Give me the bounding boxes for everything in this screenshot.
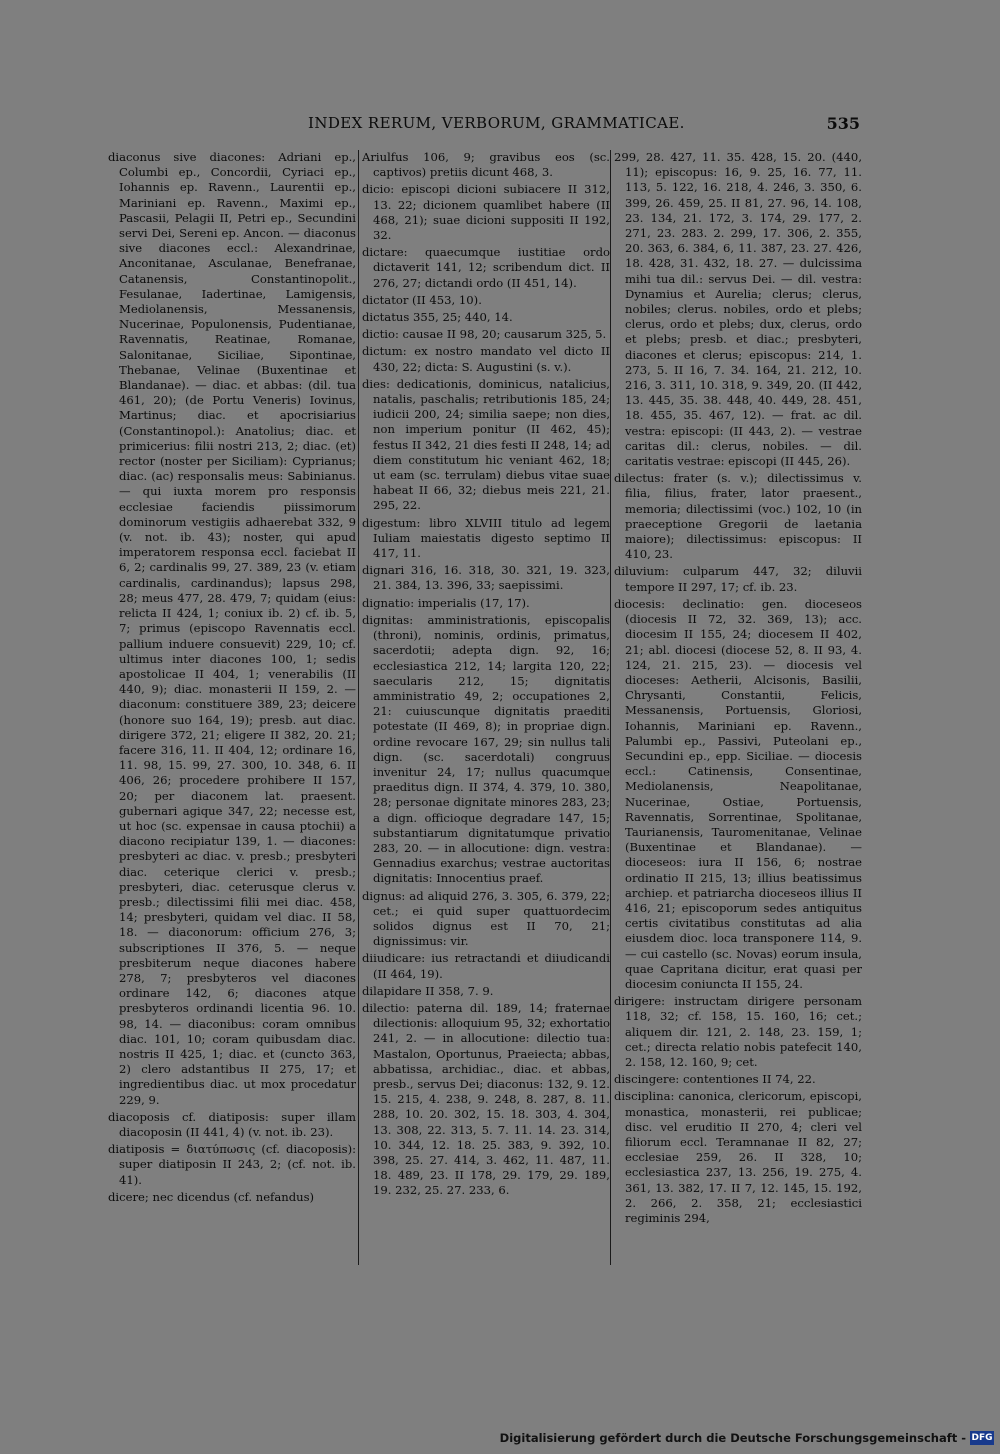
index-entry: digestum: libro XLVIII titulo ad legem Iuliam maiestatis digesto septimo II 417, 11. [362, 515, 610, 561]
index-entry: dictatus 355, 25; 440, 14. [362, 310, 513, 325]
index-entry: dicere; nec dicendus (cf. nefandus) [108, 1189, 315, 1204]
index-entry: diluvium: culparum 447, 32; diluvii tempore II 297, 17; cf. ib. 23. [614, 564, 862, 594]
column-1 [108, 150, 356, 1280]
index-entry: dirigere: instructam dirigere personam 118, 32; cf. 158, 15. 160, 16; cet.; aliquem dir. 121, 2. 148, 23. 159, 1; cet.; directa relatio nobis patefecit 140, 2. 158, 12. 160, 9; cet. [614, 994, 862, 1069]
index-entry: diacoposis cf. diatiposis: super illam diacoposin (II 441, 4) (v. not. ib. 23). [108, 1109, 356, 1139]
page-number: 535 [826, 114, 860, 133]
index-entry: discingere: contentiones II 74, 22. [614, 1072, 816, 1087]
index-entry: diatiposis = διατύπωσις (cf. diacoposis): super diatiposin II 243, 2; (cf. not. ib. 41). [108, 1142, 356, 1187]
column-divider [610, 150, 611, 1265]
page-header [108, 114, 860, 138]
index-entry: dictum: ex nostro mandato vel dicto II 430, 22; dicta: S. Augustini (s. v.). [362, 344, 610, 374]
dfg-logo: DFG [971, 1433, 993, 1443]
index-entry: dilectio: paterna dil. 189, 14; fraternae dilectionis: alloquium 95, 32; exhortatio 241, 2. — in allocutione: dilectio tua: Mastalon, Oportunus, Praeiecta; abbas, abbatissa, archidiac., diac. et abbas, presb., servus Dei; diaconus: 132, 9. 12. 15. 215, 4. 238, 9. 248, 8. 287, 8. 11. 288, 10. 20. 302, 15. 18. 303, 4. 304, 13. 308, 22. 313, 5. 7. 11. 14. 23. 314, 10. 344, 12. 18. 25. 383, 9. 392, 10. 398, 25. 27. 414, 3. 462, 11. 487, 11. 18. 489, 23. II 178, 29. 179, 29. 189, 19. 232, 25. 27. 233, 6. [362, 1000, 610, 1198]
index-entry: dicio: episcopi dicioni subiacere II 312, 13. 22; dicionem quamlibet habere (II 468, 21); suae dicioni suppositi II 192, 32. [362, 182, 610, 243]
index-entry: dies: dedicationis, dominicus, natalicius, natalis, paschalis; retributionis 185, 24; iudicii 200, 24; similia saepe; non dies, non imperium ponitur (II 462, 45); festus II 342, 21 dies festi II 248, 14; ad diem constitutum hic veniant 462, 18; ut eam (sc. terrulam) diebus vitae suae habeat II 66, 32; diebus meis 221, 21. 295, 22. [362, 376, 610, 513]
credit-text: Digitalisierung gefördert durch die Deutsche Forschungsgemeinschaft - [499, 1431, 966, 1445]
index-entry: dignitas: amministrationis, episcopalis (throni), nominis, ordinis, primatus, sacerdotii; adepta dign. 92, 16; ecclesiastica 212, 14; largita 120, 22; saecularis 212, 15; dignitatis amministratio 49, 2; occupationes 2, 21: cuiuscunque dignitatis praediti potestate (II 469, 8); in propriae dign. ordine revocare 167, 29; sin nullus tali dign. (sc. sacerdotali) congruus invenitur 24, 17; nullus quacumque praeditus dign. II 374, 4. 379, 10. 380, 28; personae dignitate minores 283, 23; a dign. officioque degradare 147, 15; substantiarum dignitatumque privatio 283, 20. — in allocutione: dign. vestra: Gennadius exarchus; vestrae auctoritas dignitatis: Innocentius praef. [362, 612, 610, 886]
index-entry: diaconus sive diacones: Adriani ep., Columbi ep., Concordii, Cyriaci ep., Iohannis ep. Ravenn., Laurentii ep., Mariniani ep. Ravenn., Maximi ep., Pascasii, Pelagii II, Petri ep., Secundini servi Dei, Sereni ep. Ancon. — diaconus sive diacones eccl.: Alexandrinae, Anconitanae, Asculanae, Benefranae, Catanensis, Constantinopolit., Fesulanae, Iadertinae, Lamigensis, Mediolanensis, Messanensis, Nucerinae, Populonensis, Pudentianae, Ravennatis, Reatinae, Romanae, Salonitanae, Siciliae, Sipontinae, Thebanae, Velinae (Buxentinae et Blandanae). — diac. et abbas: (dil. tua 461, 20); (de Portu Veneris) Iovinus, Martinus; diac. et apocrisiarius (Constantinopol.): Anatolius; diac. et primicerius: filii nostri 213, 2; diac. (et) rector (noster per Siciliam): Cyprianus; diac. (ac) responsalis meus: Sabinianus. — qui iuxta morem pro responsis ecclesiae faciendis piissimorum dominorum vestigiis adhaerebat 332, 9 (v. not. ib. 43); noster, qui apud imperatorem responsa eccl. faciebat II 6, 2; cardinalis 99, 27. 389, 23 (v. etiam cardinalis, cardinandus); lapsus 298, 28; meus 477, 28. 479, 7; quidam (eius: relicta II 424, 1; coniux ib. 2) cf. ib. 5, 7; primus (episcopo Ravennatis eccl. pallium induere consuevit) 229, 10; cf. ultimus inter diacones 100, 1; sedis apostolicae II 404, 1; venerabilis (II 440, 9); diac. monasterii II 159, 2. — diaconum: constituere 389, 23; deicere (honore suo 164, 19); presb. aut diac. dirigere 372, 21; eligere II 382, 20. 21; facere 316, 11. II 404, 12; ordinare 16, 11. 98, 15. 99, 27. 300, 10. 348, 6. II 406, 26; procedere prohibere II 157, 20; per diaconem lat. praesent. gubernari agique 347, 22; necesse est, ut hoc (sc. expensae in causa ptochii) a diacono recipiatur 139, 1. — diacones: presbyteri ac diac. v. presb.; presbyteri diac. ceterique clerici v. presb.; presbyteri, diac. ceterusque clerus v. presb.; dilectissimi filii mei diac. 458, 14; presbyteri, quidam vel diac. II 58, 18. — diaconorum: officium 276, 3; subscriptiones II 376, 5. — neque presbiterum neque diacones habere 278, 7; presbyteros vel diacones ordinare 142, 6; diacones atque presbyteros ordinandi licentia 96. 10. 98, 14. — diaconibus: coram omnibus diac. 101, 10; coram quibusdam diac. nostris II 425, 1; diac. et (cuncto 363, 2) clero adstantibus II 275, 17; et ingredientibus diac. ut mox procedatur 229, 9. [108, 150, 356, 1107]
index-entry: dictare: quaecumque iustitiae ordo dictaverit 141, 12; scribendum dict. II 276, 27; dictandi ordo (II 451, 14). [362, 245, 610, 290]
index-entry: dictio: causae II 98, 20; causarum 325, 5. [362, 327, 607, 342]
index-entry: Ariulfus 106, 9; gravibus eos (sc. captivos) pretiis dicunt 468, 3. [362, 150, 610, 180]
index-entry: dictator (II 453, 10). [362, 292, 482, 307]
index-entry: dignatio: imperialis (17, 17). [362, 595, 530, 610]
column-2 [362, 150, 610, 1280]
digitization-credit [500, 1430, 994, 1446]
column-divider [358, 150, 359, 1265]
running-head: INDEX RERUM, VERBORUM, GRAMMATICAE. [308, 114, 685, 132]
index-entry: diiudicare: ius retractandi et diiudicandi (II 464, 19). [362, 951, 610, 981]
index-entry: dilectus: frater (s. v.); dilectissimus v. filia, filius, frater, lator praesent., memoria; dilectissimi (voc.) 102, 10 (in praeceptione Gregorii de laetania maiore); dilectissimus: episcopus: II 410, 23. [614, 471, 862, 562]
index-entry: dilapidare II 358, 7. 9. [362, 983, 494, 998]
index-entry: dignus: ad aliquid 276, 3. 305, 6. 379, 22; cet.; ei quid super quattuordecim solidos dignus est II 70, 21; dignissimus: vir. [362, 888, 610, 949]
index-entry: dignari 316, 16. 318, 30. 321, 19. 323, 21. 384, 13. 396, 33; saepissimi. [362, 563, 610, 593]
index-entry: disciplina: canonica, clericorum, episcopi, monastica, monasterii, rei publicae; disc. vel eruditio II 270, 4; cleri vel filiorum eccl. Teramnanae II 82, 27; ecclesiae 259, 26. II 328, 10; ecclesiastica 237, 13. 256, 19. 275, 4. 361, 13. 382, 17. II 7, 12. 145, 15. 192, 2. 266, 2. 358, 21; ecclesiastici regiminis 294, [614, 1089, 862, 1226]
index-columns [108, 150, 860, 1280]
column-3 [614, 150, 862, 1280]
index-entry: 299, 28. 427, 11. 35. 428, 15. 20. (440, 11); episcopus: 16, 9. 25, 16. 77, 11. 113, 5. 122, 16. 218, 4. 246, 3. 350, 6. 399, 26. 459, 25. II 81, 27. 96, 14. 108, 23. 134, 21. 172, 3. 174, 29. 177, 2. 271, 23. 283. 2. 299, 17. 306, 2. 355, 20. 363, 6. 384, 6, 11. 387, 23. 27. 426, 18. 428, 31. 432, 18. 27. — dulcissima mihi tua dil.: servus Dei. — dil. vestra: Dynamius et Aurelia; clerus; clerus, nobiles; clerus. nobiles, ordo et plebs; clerus, ordo et plebs; dux, clerus, ordo et plebs; presb. et diac.; presbyteri, diacones et clerus; episcopus: 214, 1. 273, 5. II 16, 7. 34. 164, 21. 212, 10. 216, 3. 311, 10. 318, 9. 349, 20. (II 442, 13. 445, 35. 38. 448, 40. 449, 28. 451, 18. 455, 35. 467, 12). — frat. ac dil. vestra: episcopi: (II 443, 2). — vestrae caritas dil.: clerus, nobiles. — dil. caritatis vestrae: episcopi (II 445, 26). [614, 150, 862, 469]
index-entry: diocesis: declinatio: gen. dioceseos (diocesis II 72, 32. 369, 13); acc. diocesim II 155, 24; diocesem II 402, 21; abl. diocesi (diocese 52, 8. II 93, 4. 124, 21. 215, 23). — diocesis vel dioceses: Aetherii, Alcisonis, Basilii, Chrysanti, Constantii, Felicis, Messanensis, Portuensis, Gloriosi, Iohannis, Mariniani ep. Ravenn., Palumbi ep., Passivi, Puteolani ep., Secundini ep., epp. Siciliae. — diocesis eccl.: Catinensis, Consentinae, Mediolanensis, Neapolitanae, Nucerinae, Ostiae, Portuensis, Ravennatis, Sorrentinae, Spolitanae, Taurianensis, Tauromenitanae, Velinae (Buxentinae et Blandanae). — dioceseos: iura II 156, 6; nostrae ordinatio II 215, 13; illius beatissimus archiep. et patriarcha dioceseos illius II 416, 21; episcoporum sedes antiquitus certis civitatibus constitutas ad alia eiusdem dioc. loca transponere 114, 9. — cui castello (sc. Novas) eorum insula, quae Capritana dicitur, erat quasi per diocesim coniuncta II 155, 24. [614, 596, 862, 991]
